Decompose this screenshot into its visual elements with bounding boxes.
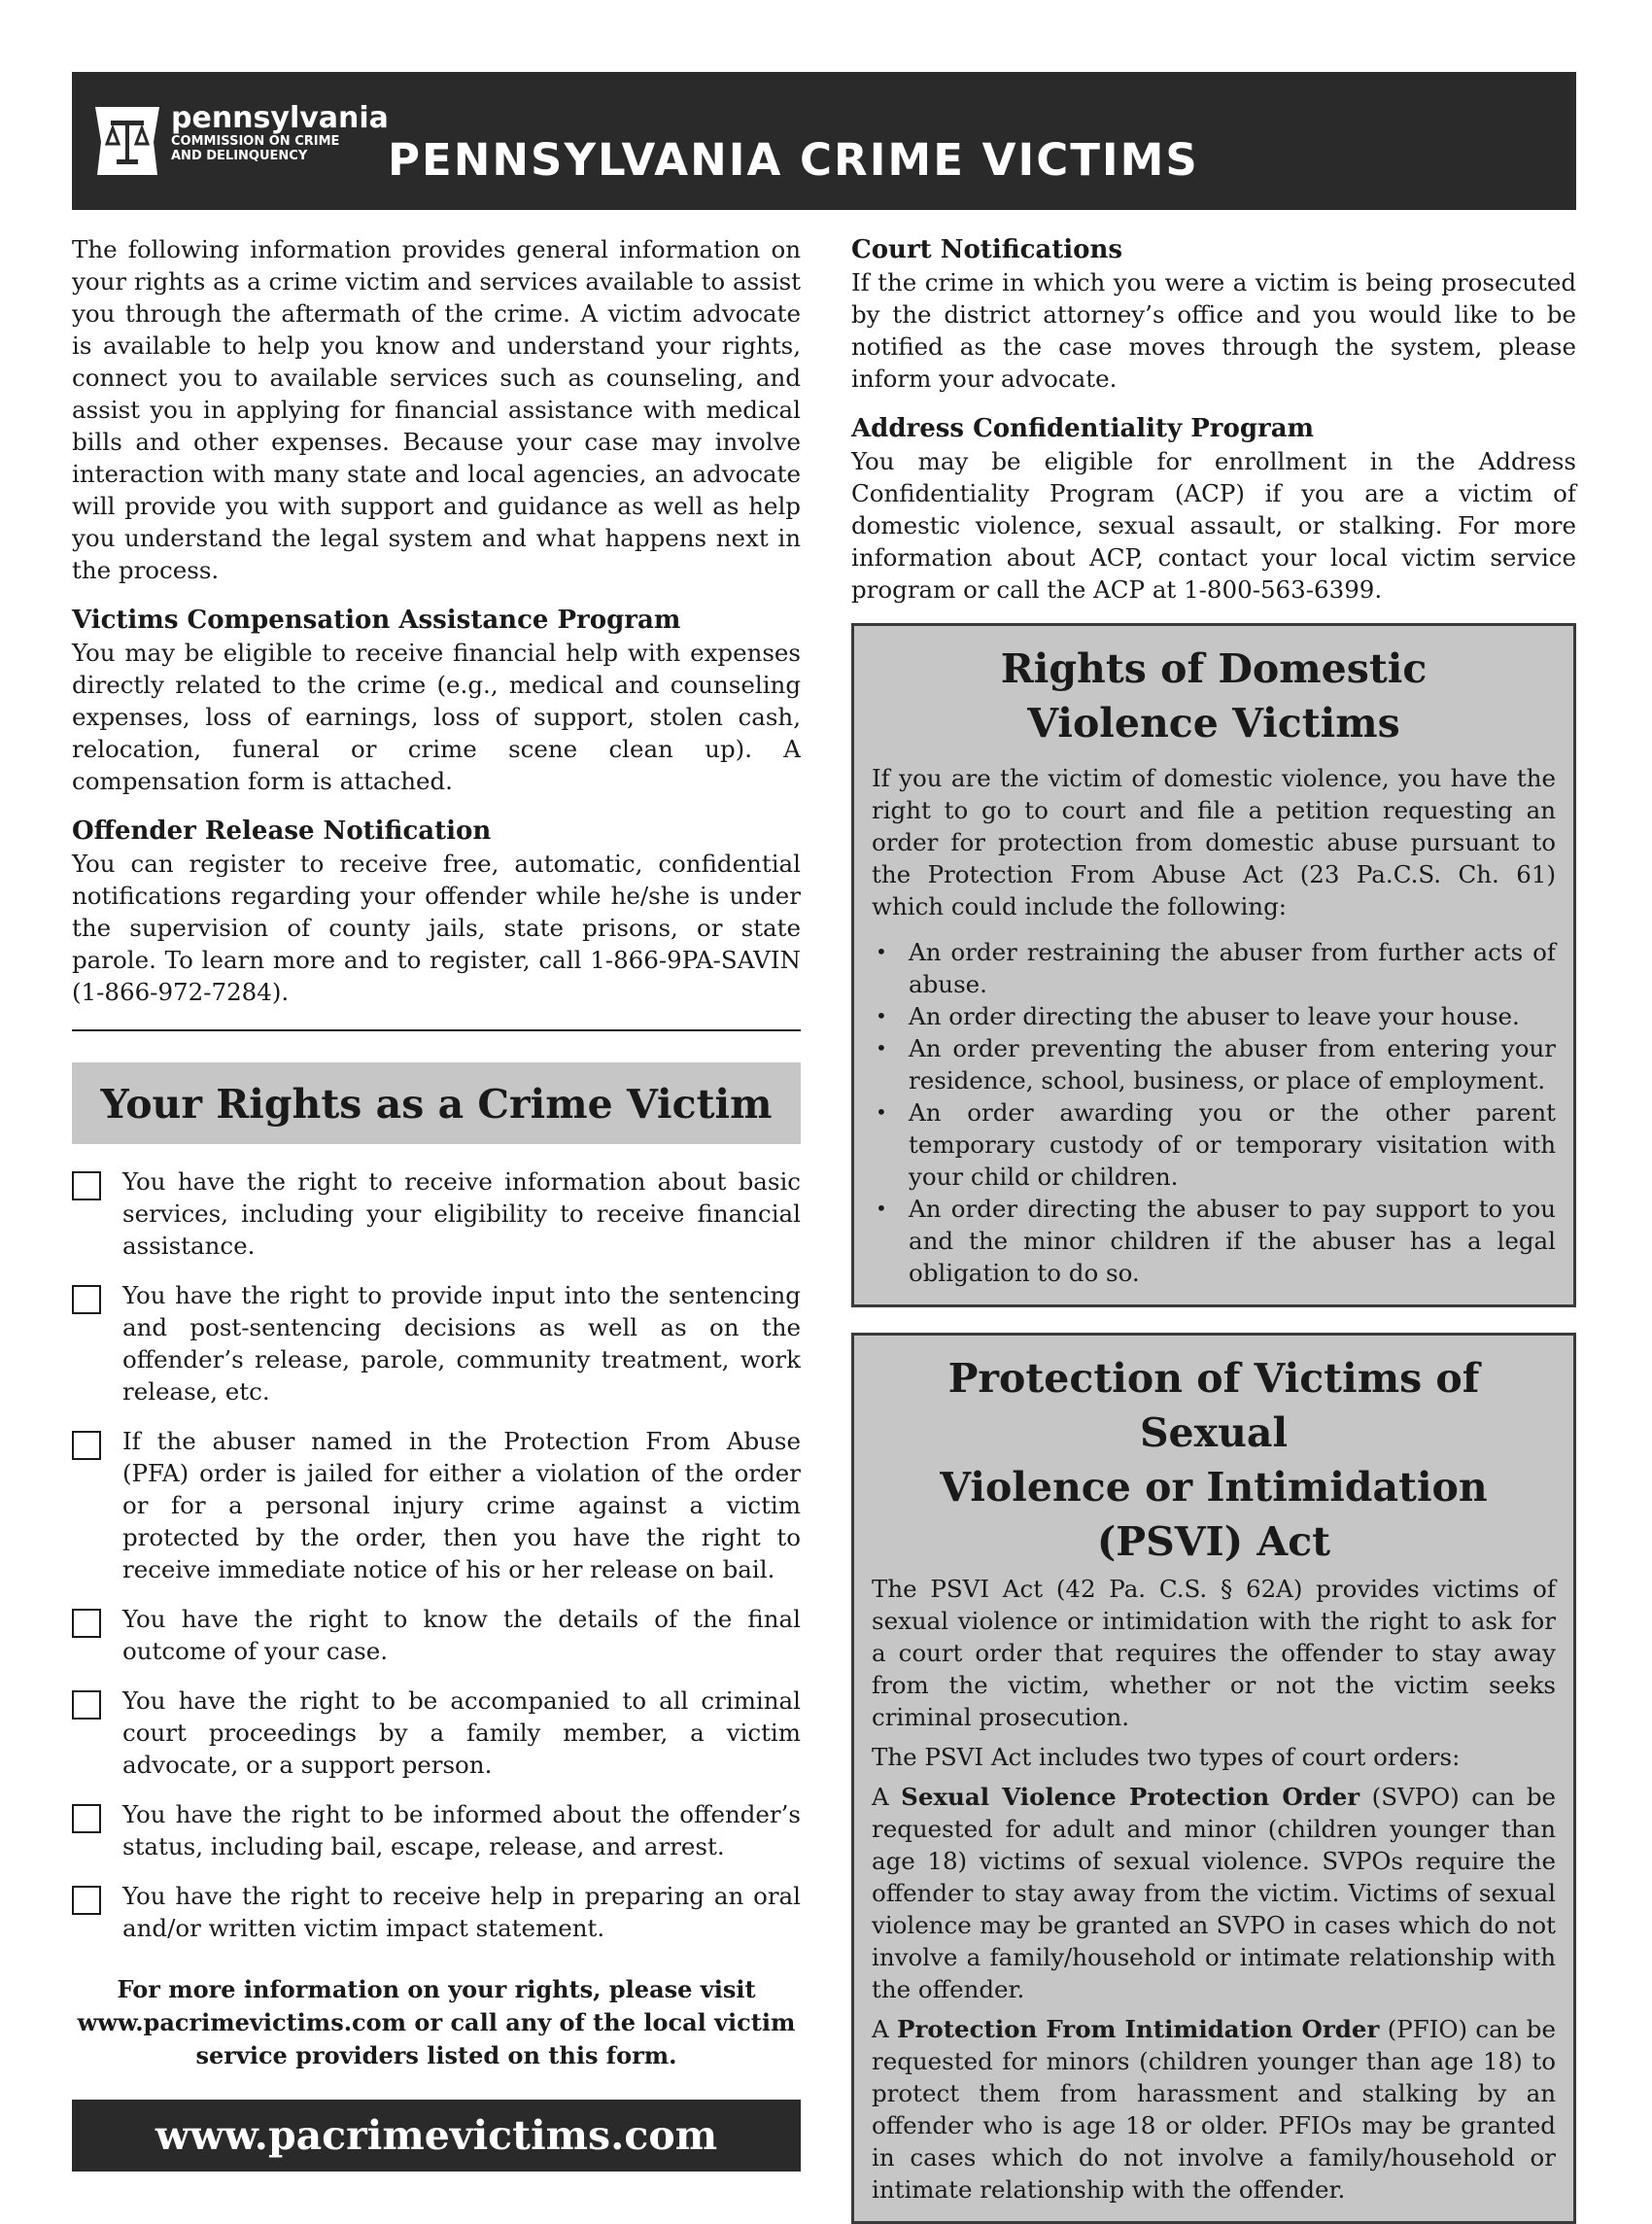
list-item: • An order directing the abuser to leave your house. — [872, 1000, 1556, 1032]
section-body: You may be eligible for enrollment in the Address Confidentiality Program (ACP) if you are a victim of domestic violence, sexual assault, or stalking. For more information about ACP, contact your local victim service program or call the ACP at 1-800-563-6399. — [851, 447, 1576, 604]
page-title: PENNSYLVANIA CRIME VICTIMS — [388, 134, 1199, 186]
section-body: You can register to receive free, automatic, confidential notifications regarding your offender while he/she is under the supervision of county jails, state prisons, or state parole. To learn more and to register, call 1-866-9PA-SAVIN (1-866-972-7284). — [72, 850, 801, 1006]
more-info-line: www.pacrimevictims.com or call any of the local victim — [77, 2008, 796, 2036]
svpo-prefix: A — [872, 1783, 902, 1811]
box-intro: If you are the victim of domestic violence, you have the right to go to court and file a petition requesting an order for protection from domestic abuse pursuant to the Protection From Abuse Act (23 Pa.C.S. Ch. 61) which could include the following: — [872, 764, 1556, 921]
list-item: • An order restraining the abuser from further acts of abuse. — [872, 936, 1556, 1000]
pfio-text: (PFIO) can be requested for minors (children younger than age 18) to protect them from harassment and stalking by an offender who is age 18 or older. PFIOs may be granted in cases which do not involve a family/household or intimate relationship with the offender. — [872, 2015, 1556, 2204]
right-column — [851, 233, 1576, 2224]
checkbox[interactable] — [72, 1690, 101, 1720]
pccd-logo — [93, 103, 424, 181]
section-heading: Victims Compensation Assistance Program — [72, 606, 681, 635]
box-title-line: Protection of Victims of Sexual — [947, 1355, 1480, 1456]
checkbox[interactable] — [72, 1804, 101, 1833]
more-info-line: service providers listed on this form. — [195, 2041, 677, 2069]
section-body: You may be eligible to receive financial help with expenses directly related to the crime (e.g., medical and counseling expenses, loss of earnings, loss of support, stolen cash, relocation, funeral or crime scene clean up). A compensation form is attached. — [72, 639, 801, 795]
pfio-prefix: A — [872, 2015, 898, 2043]
rights-checklist — [72, 1165, 801, 1944]
list-item: • An order directing the abuser to pay support to you and the minor children if the abuser has a legal obligation to do so. — [872, 1193, 1556, 1289]
website-url-bar[interactable]: www.pacrimevictims.com — [72, 2100, 801, 2172]
list-item: • An order awarding you or the other parent temporary custody of or temporary visitation with your child or children. — [872, 1096, 1556, 1193]
right-text: You have the right to provide input into the sentencing and post-sentencing decisions as well as on the offender’s release, parole, community treatment, work release, etc. — [122, 1281, 801, 1406]
psvi-box — [851, 1333, 1576, 2224]
pfio-paragraph — [872, 2013, 1556, 2206]
checkbox[interactable] — [72, 1609, 101, 1638]
right-text: You have the right to be accompanied to all criminal court proceedings by a family member, a victim advocate, or a support person. — [122, 1686, 801, 1779]
box-title-line: Violence or Intimidation (PSVI) Act — [940, 1464, 1488, 1565]
compensation-section — [72, 604, 801, 797]
dv-order-list — [872, 936, 1556, 1289]
box-title-line: Violence Victims — [1027, 700, 1400, 747]
section-heading: Address Confidentiality Program — [851, 414, 1315, 443]
right-item — [72, 1425, 801, 1585]
box-title — [872, 1351, 1556, 1569]
psvi-paragraph: The PSVI Act (42 Pa. C.S. § 62A) provides victims of sexual violence or intimidation with the right to ask for a court order that requires the offender to stay away from the victim, whether or not the victim seeks criminal prosecution. — [872, 1575, 1556, 1731]
keystone-icon — [93, 103, 161, 179]
svpo-term: Sexual Violence Protection Order — [901, 1783, 1360, 1811]
intro-text: The following information provides general information on your rights as a crime victim and services available to assist you through the aftermath of the crime. A victim advocate is available to help you know and understand your rights, connect you to available services such as counseling, and assist you in applying for financial assistance with medical bills and other expenses. Because your case may involve interaction with many state and local agencies, an advocate will provide you with support and guidance as well as help you understand the legal system and what happens next in the process. — [72, 235, 801, 584]
address-confidentiality-section — [851, 412, 1576, 606]
section-heading: Court Notifications — [851, 235, 1123, 264]
box-title — [872, 642, 1556, 750]
logo-subtitle-2: AND DELINQUENCY — [171, 149, 308, 163]
checkbox[interactable] — [72, 1285, 101, 1314]
logo-subtitle-1: COMMISSION ON CRIME — [171, 134, 340, 149]
right-text: If the abuser named in the Protection From Abuse (PFA) order is jailed for either a violation of the order or for a personal injury crime against a victim protected by the order, then you have the right to receive immediate notice of his or her release on bail. — [122, 1427, 801, 1583]
box-title-line: Rights of Domestic — [1000, 645, 1428, 692]
offender-release-section — [72, 815, 801, 1008]
svpo-paragraph — [872, 1781, 1556, 2005]
section-heading: Offender Release Notification — [72, 817, 492, 846]
right-item — [72, 1880, 801, 1944]
intro-section — [72, 233, 801, 586]
court-notifications-section — [851, 233, 1576, 395]
right-text: You have the right to be informed about the offender’s status, including bail, escape, release, and arrest. — [122, 1800, 801, 1860]
logo-state-name: pennsylvania — [171, 101, 389, 135]
more-info-note — [72, 1973, 801, 2072]
svpo-text: (SVPO) can be requested for adult and minor (children younger than age 18) victims of sexual violence. SVPOs require the offender to stay away from the victim. Victims of sexual violence may be granted an SVPO in cases which do not involve a family/household or intimate relationship with the offender. — [872, 1783, 1557, 2003]
right-item — [72, 1798, 801, 1862]
page-header — [72, 72, 1576, 210]
rights-heading: Your Rights as a Crime Victim — [72, 1062, 801, 1144]
section-body: If the crime in which you were a victim is being prosecuted by the district attorney’s office and you would like to be notified as the case moves through the system, please inform your advocate. — [851, 268, 1576, 393]
list-item: • An order preventing the abuser from entering your residence, school, business, or place of employment. — [872, 1032, 1556, 1096]
more-info-line: For more information on your rights, please visit — [117, 1975, 756, 2003]
pfio-term: Protection From Intimidation Order — [897, 2015, 1380, 2043]
divider — [72, 1029, 801, 1031]
right-item — [72, 1279, 801, 1407]
right-text: You have the right to receive help in preparing an oral and/or written victim impact statement. — [122, 1882, 801, 1942]
right-item — [72, 1165, 801, 1262]
left-column — [72, 233, 801, 2172]
right-item — [72, 1603, 801, 1667]
domestic-violence-box — [851, 623, 1576, 1307]
checkbox[interactable] — [72, 1171, 101, 1200]
right-item — [72, 1685, 801, 1781]
right-text: You have the right to receive information about basic services, including your eligibility to receive financial assistance. — [122, 1167, 801, 1260]
right-text: You have the right to know the details of the final outcome of your case. — [122, 1605, 801, 1665]
checkbox[interactable] — [72, 1886, 101, 1915]
checkbox[interactable] — [72, 1431, 101, 1460]
psvi-paragraph: The PSVI Act includes two types of court orders: — [872, 1743, 1461, 1771]
